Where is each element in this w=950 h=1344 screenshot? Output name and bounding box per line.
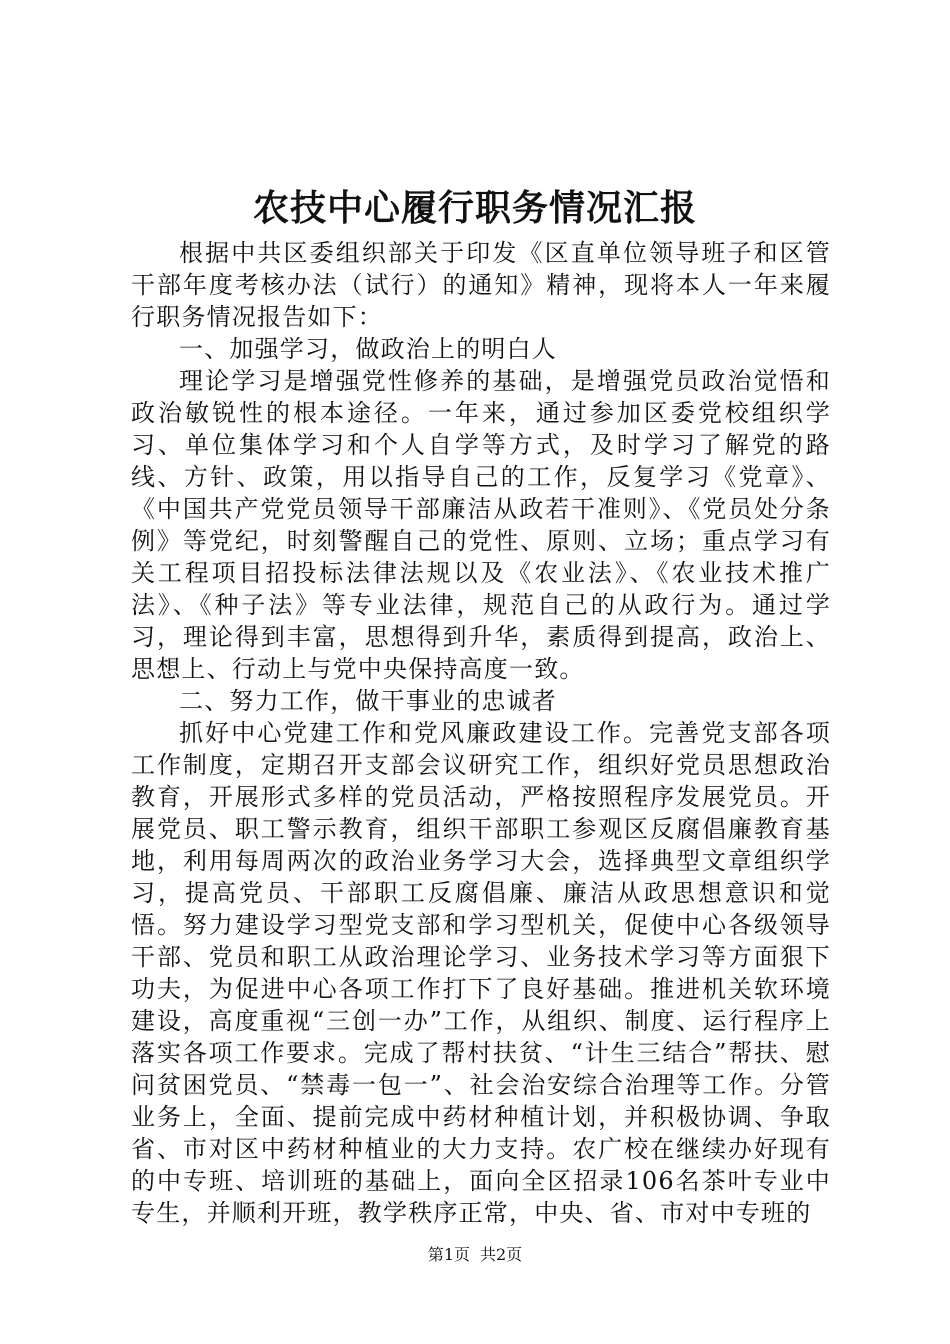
- paragraph-work: 抓好中心党建工作和党风廉政建设工作。完善党支部各项工作制度，定期召开支部会议研究工作，组织好党员思想政治教育，开展形式多样的党员活动，严格按照程序发展党员。开展党员、职工警示教育，组织干部职工参观区反腐倡廉教育基地，利用每周两次的政治业务学习大会，选择典型文章组织学习，提高党员、干部职工反腐倡廉、廉洁从政思想意识和觉悟。努力建设学习型党支部和学习型机关，促使中心各级领导干部、党员和职工从政治理论学习、业务技术学习等方面狠下功夫，为促进中心各项工作打下了良好基础。推进机关软环境建设，高度重视“三创一办”工作，从组织、制度、运行程序上落实各项工作要求。完成了帮村扶贫、“计生三结合”帮扶、慰问贫困党员、“禁毒一包一”、社会治安综合治理等工作。分管业务上，全面、提前完成中药材种植计划，并积极协调、争取省、市对区中药材种植业的大力支持。农广校在继续办好现有的中专班、培训班的基础上，面向全区招录106名茶叶专业中专生，并顺利开班，教学秩序正常，中央、省、市对中专班的: [131, 719, 831, 1227]
- paragraph-study: 理论学习是增强党性修养的基础，是增强党员政治觉悟和政治敏锐性的根本途径。一年来，通过参加区委党校组织学习、单位集体学习和个人自学等方式，及时学习了解党的路线、方针、政策，用以指导自己的工作，反复学习《党章》、《中国共产党党员领导干部廉洁从政若干准则》、《党员处分条例》等党纪，时刻警醒自己的党性、原则、立场；重点学习有关工程项目招投标法律法规以及《农业法》、《农业技术推广法》、《种子法》等专业法律，规范自己的从政行为。通过学习，理论得到丰富，思想得到升华，素质得到提高，政治上、思想上、行动上与党中央保持高度一致。: [131, 367, 831, 683]
- section-heading-2: 二、努力工作，做干事业的忠诚者: [179, 687, 557, 715]
- document-body: [131, 237, 831, 1229]
- section-heading-1: 一、加强学习，做政治上的明白人: [179, 335, 557, 363]
- page-number-total: 共2页: [480, 1245, 523, 1264]
- paragraph-intro: 根据中共区委组织部关于印发《区直单位领导班子和区管干部年度考核办法（试行）的通知》精神，现将本人一年来履行职务情况报告如下：: [131, 239, 831, 331]
- document-title: 农技中心履行职务情况汇报: [252, 188, 697, 229]
- page-footer: [0, 1244, 950, 1266]
- page-number-current: 第1页: [427, 1245, 470, 1264]
